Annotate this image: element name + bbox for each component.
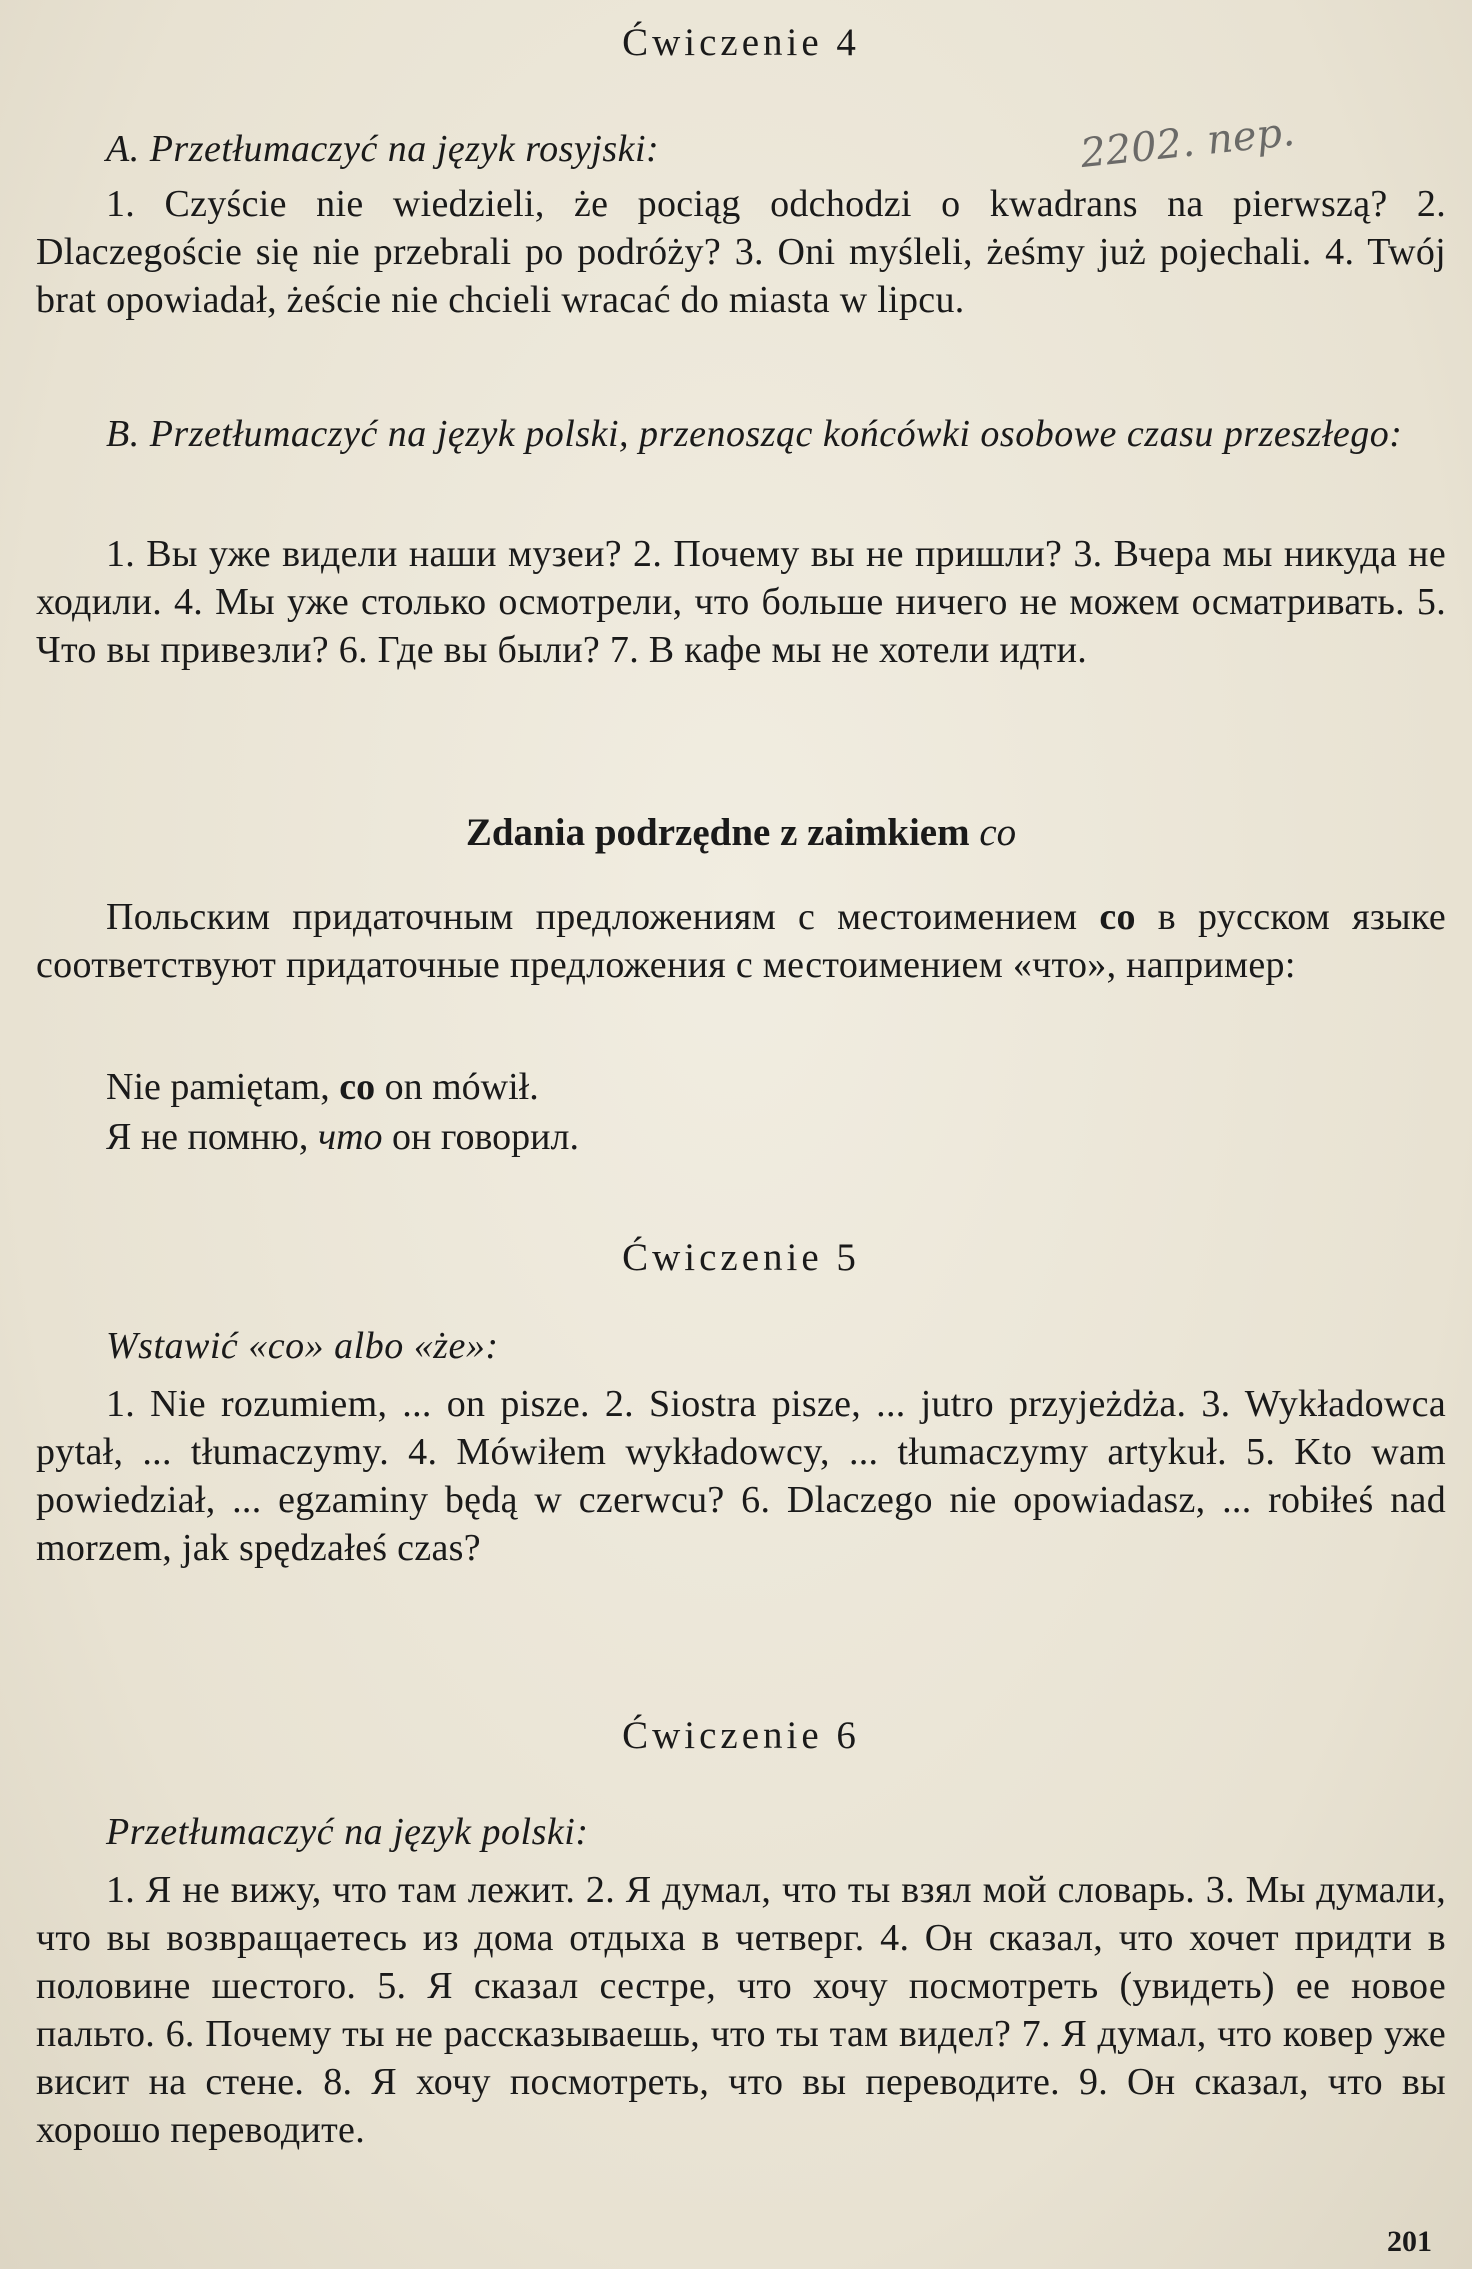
exercise-6-text: 1. Я не вижу, что там лежит. 2. Я думал, что ты взял мой словарь. 3. Мы думали, что вы возвращаетесь из дома отдыха в четверг. 4. Он сказал, что хочет придти в половине шестого. 5. Я сказал сестре, что хочу посмотреть (увидеть) ее новое пальто. 6. Почему ты не рассказываешь, что ты там видел? 7. Я думал, что ковер уже висит на стене. 8. Я хочу посмотреть, что вы переводите. 9. Он сказал, что вы хорошо переводите. xyxy=(36,1869,1446,2151)
exercise-6-instruction: Przetłumaczyć na język polski: xyxy=(106,1811,589,1853)
grammar-text-after: в русском языке соответствуют придаточные предложения с местоимением «что», например: xyxy=(36,896,1446,986)
example-russian-before: Я не помню, xyxy=(106,1116,318,1158)
exercise-4b-instruction: B. Przetłumaczyć na język polski, przenosząc końcówki osobowe czasu przeszłego: xyxy=(106,413,1403,455)
grammar-explanation xyxy=(36,893,1446,989)
example-polish-after: on mówił. xyxy=(375,1066,539,1108)
grammar-section-title xyxy=(36,810,1446,855)
exercise-4a-text: 1. Czyście nie wiedzieli, że pociąg odchodzi o kwadrans na pierwszą? 2. Dlaczegoście się nie przebrali po podróży? 3. Oni myśleli, żeśmy już pojechali. 4. Twój brat opowiadał, żeście nie chcieli wracać do miasta w lipcu. xyxy=(36,183,1446,321)
grammar-text-before: Польским придаточным предложениям с местоимением xyxy=(106,896,1100,938)
grammar-example-russian xyxy=(36,1112,1472,1162)
example-polish-bold: co xyxy=(339,1066,376,1108)
grammar-title-main: Zdania podrzędne z zaimkiem xyxy=(465,811,980,854)
exercise-5-text: 1. Nie rozumiem, ... on pisze. 2. Siostra pisze, ... jutro przyjeżdża. 3. Wykładowca pytał, ... tłumaczymy. 4. Mówiłem wykładowcy, ... tłumaczymy artykuł. 5. Kto wam powiedział, ... egzaminy będą w czerwcu? 6. Dlaczego nie opowiadasz, ... robiłeś nad morzem, jak spędzałeś czas? xyxy=(36,1383,1446,1569)
exercise-5-instruction: Wstawić «co» albo «że»: xyxy=(106,1325,499,1367)
example-polish-before: Nie pamiętam, xyxy=(106,1066,340,1108)
exercise-4-title: Ćwiczenie 4 xyxy=(622,21,860,64)
grammar-example-polish xyxy=(36,1062,1472,1112)
exercise-5-title: Ćwiczenie 5 xyxy=(622,1236,860,1279)
grammar-title-word: co xyxy=(979,811,1017,854)
example-russian-italic: что xyxy=(317,1116,383,1158)
page-number: 201 xyxy=(1387,2225,1432,2258)
exercise-6-title: Ćwiczenie 6 xyxy=(622,1714,860,1757)
example-russian-after: он говорил. xyxy=(382,1116,579,1158)
handwritten-note: 2202. пер. xyxy=(1078,108,1297,178)
exercise-4a-instruction: A. Przetłumaczyć na język rosyjski: xyxy=(106,128,660,170)
grammar-text-bold: co xyxy=(1099,896,1136,938)
exercise-4b-text: 1. Вы уже видели наши музеи? 2. Почему вы не пришли? 3. Вчера мы никуда не ходили. 4. Мы уже столько осмотрели, что больше ничего не можем осматривать. 5. Что вы привезли? 6. Где вы были? 7. В кафе мы не хотели идти. xyxy=(36,533,1446,671)
